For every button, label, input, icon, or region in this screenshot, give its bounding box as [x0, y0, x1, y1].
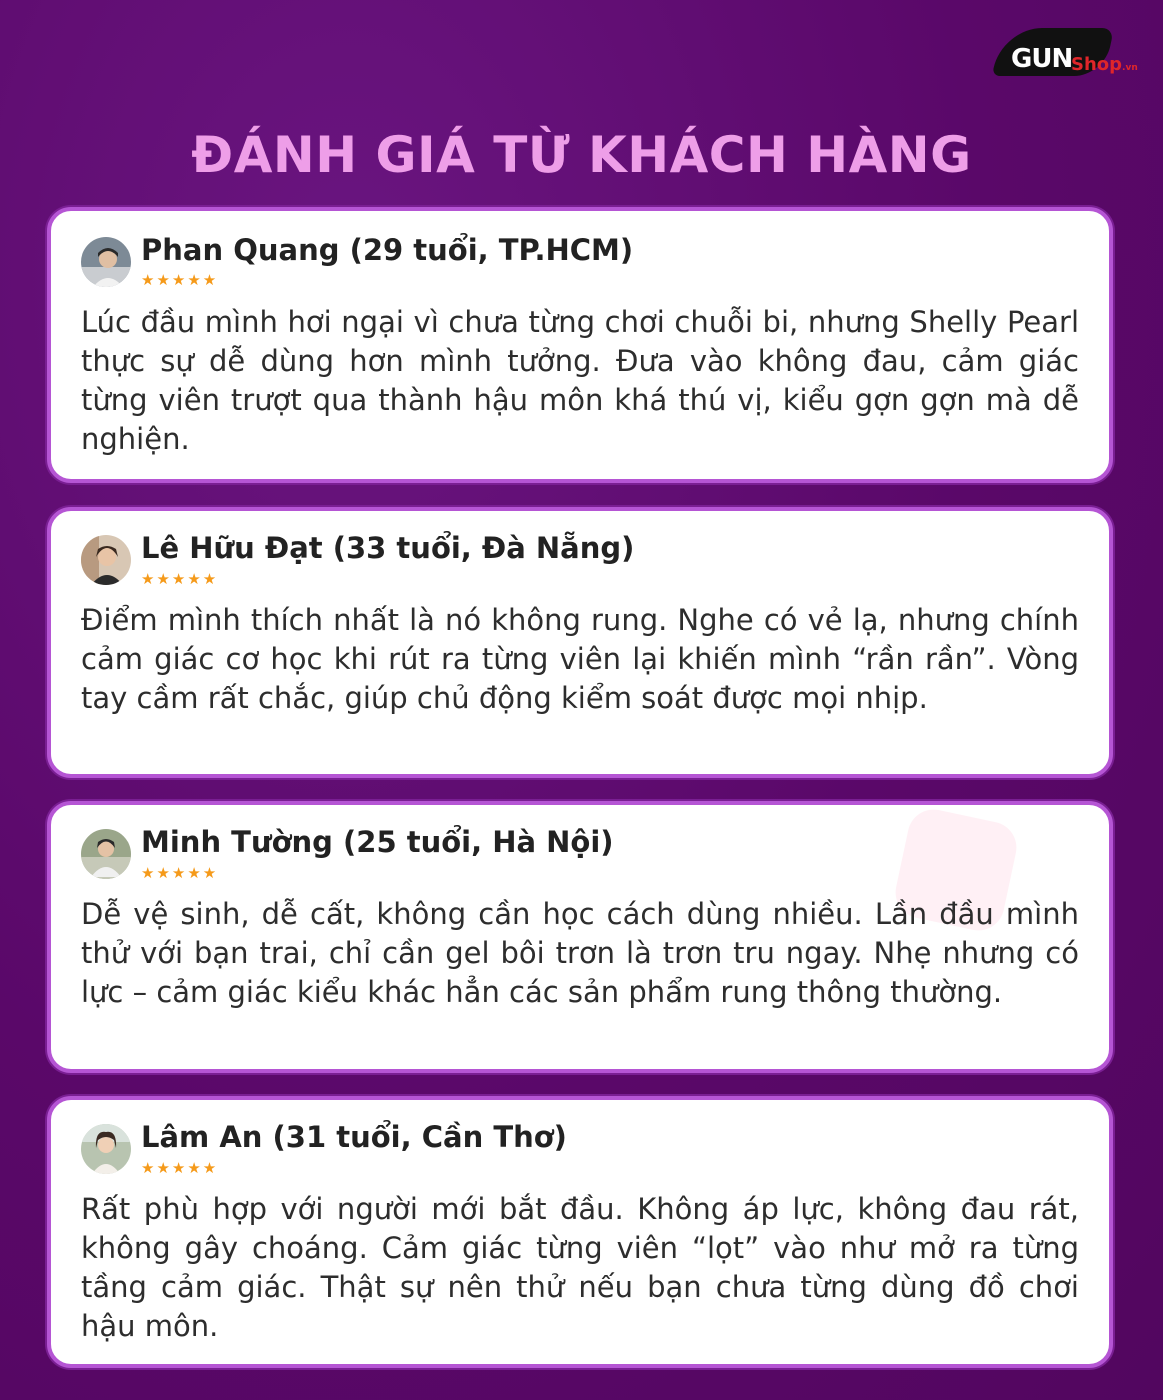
star-rating: ★★★★★: [141, 864, 219, 882]
logo-shop-word: Shop: [1071, 54, 1123, 75]
reviewer-name: Lâm An (31 tuổi, Cần Thơ): [141, 1120, 567, 1154]
review-card: [47, 507, 1113, 778]
avatar: [81, 535, 131, 585]
star-rating: ★★★★★: [141, 271, 219, 289]
reviewer-name: Lê Hữu Đạt (33 tuổi, Đà Nẵng): [141, 531, 635, 565]
brand-logo: [997, 22, 1137, 82]
review-text: Rất phù hợp với người mới bắt đầu. Không áp lực, không đau rát, không gây choáng. Cảm giác từng viên “lọt” vào như mở ra từng tầng cảm giác. Thật sự nên thử nếu bạn chưa từng dùng đồ chơi hậu môn.: [81, 1192, 1079, 1343]
reviewer-name: Minh Tường (25 tuổi, Hà Nội): [141, 825, 614, 859]
star-rating: ★★★★★: [141, 1159, 219, 1177]
logo-shop-text: [1071, 54, 1138, 75]
logo-gun-text: GUN: [1011, 44, 1073, 74]
review-card: [47, 207, 1113, 483]
review-text: Điểm mình thích nhất là nó không rung. Nghe có vẻ lạ, nhưng chính cảm giác cơ học khi rút ra từng viên lại khiến mình “rần rần”. Vòng tay cầm rất chắc, giúp chủ động kiểm soát được mọi nhịp.: [81, 603, 1079, 715]
review-text: Lúc đầu mình hơi ngại vì chưa từng chơi chuỗi bi, nhưng Shelly Pearl thực sự dễ dùng hơn mình tưởng. Đưa vào không đau, cảm giác từng viên trượt qua thành hậu môn khá thú vị, kiểu gợn gợn mà dễ nghiện.: [81, 305, 1079, 456]
logo-tld: .vn: [1122, 63, 1138, 73]
page-title: ĐÁNH GIÁ TỪ KHÁCH HÀNG: [191, 126, 972, 184]
avatar: [81, 237, 131, 287]
avatar: [81, 1124, 131, 1174]
review-card: [47, 801, 1113, 1073]
reviewer-name: Phan Quang (29 tuổi, TP.HCM): [141, 233, 634, 267]
avatar: [81, 829, 131, 879]
review-text: Dễ vệ sinh, dễ cất, không cần học cách dùng nhiều. Lần đầu mình thử với bạn trai, chỉ cần gel bôi trơn là trơn tru ngay. Nhẹ nhưng có lực – cảm giác kiểu khác hẳn các sản phẩm rung thông thường.: [81, 897, 1079, 1009]
review-card: [47, 1096, 1113, 1368]
star-rating: ★★★★★: [141, 570, 219, 588]
